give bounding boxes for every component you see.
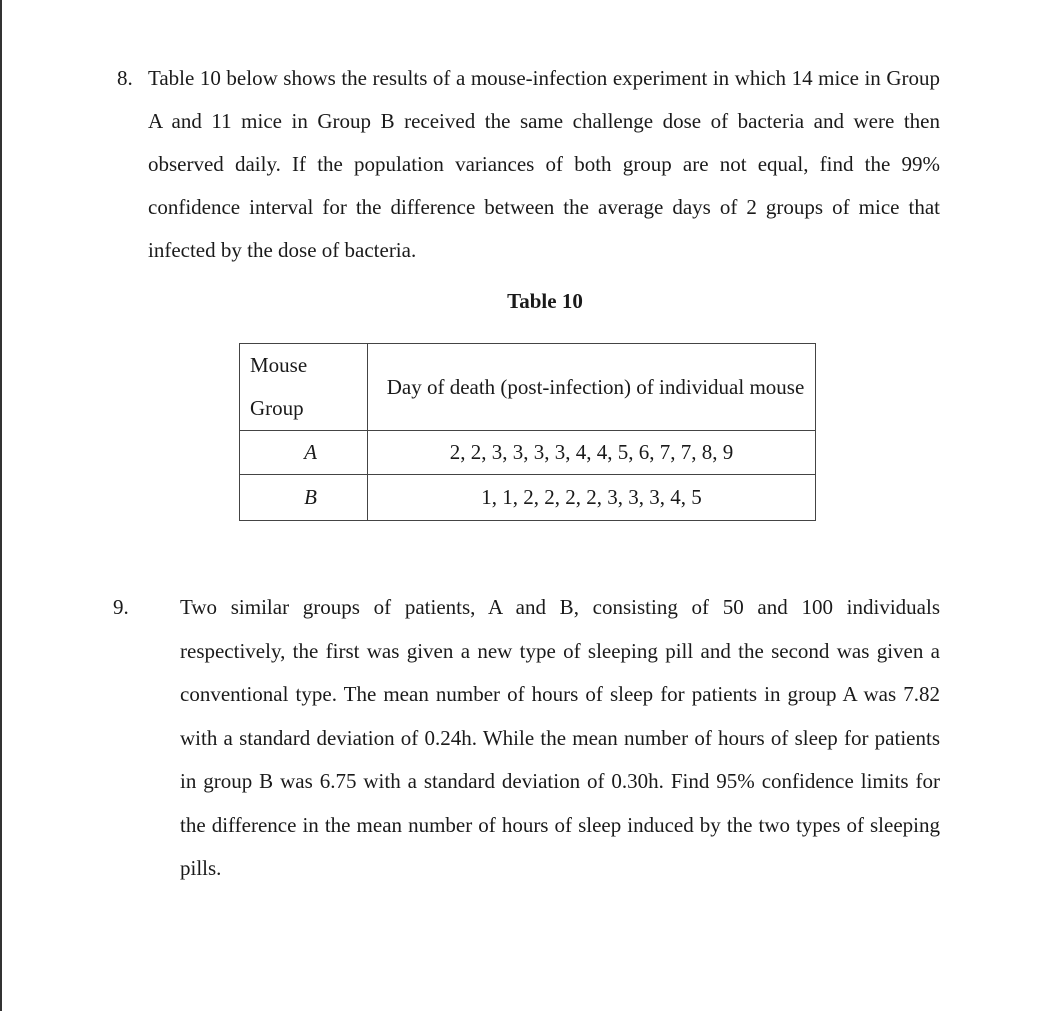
header-day-of-death: Day of death (post-infection) of individual mouse xyxy=(368,344,816,431)
question-9-number: 9. xyxy=(113,595,129,619)
table-row xyxy=(240,431,816,475)
table-row xyxy=(240,475,816,521)
row-group-b: B xyxy=(240,475,368,521)
question-8-text: Table 10 below shows the results of a mouse-infection experiment in which 14 mice in Group A and 11 mice in Group B received the same challenge dose of bacteria and were then observed daily. If the population variances of both group are not equal, find the 99% confidence interval for the difference between the average days of 2 groups of mice that infected by the dose of bacteria. xyxy=(148,66,940,262)
row-group-a: A xyxy=(240,431,368,475)
table-title: Table 10 xyxy=(507,289,583,313)
question-9-text: Two similar groups of patients, A and B, consisting of 50 and 100 individuals respectively, the first was given a new type of sleeping pill and the second was given a conventional type. The mean number of hours of sleep for patients in group A was 7.82 with a standard deviation of 0.24h. While the mean number of hours of sleep for patients in group B was 6.75 with a standard deviation of 0.30h. Find 95% confidence limits for the difference in the mean number of hours of sleep induced by the two types of sleeping pills. xyxy=(180,595,940,880)
table-header-row xyxy=(240,344,816,431)
header-group-line2: Group xyxy=(250,396,304,420)
row-days-a: 2, 2, 3, 3, 3, 3, 4, 4, 5, 6, 7, 7, 8, 9 xyxy=(368,431,816,475)
header-mouse-group xyxy=(240,344,368,431)
page-edge-line xyxy=(0,0,2,1011)
header-group-line1: Mouse xyxy=(250,353,308,377)
question-8-number: 8. xyxy=(117,66,133,90)
row-days-b: 1, 1, 2, 2, 2, 2, 3, 3, 3, 4, 5 xyxy=(368,475,816,521)
data-table xyxy=(239,343,816,521)
